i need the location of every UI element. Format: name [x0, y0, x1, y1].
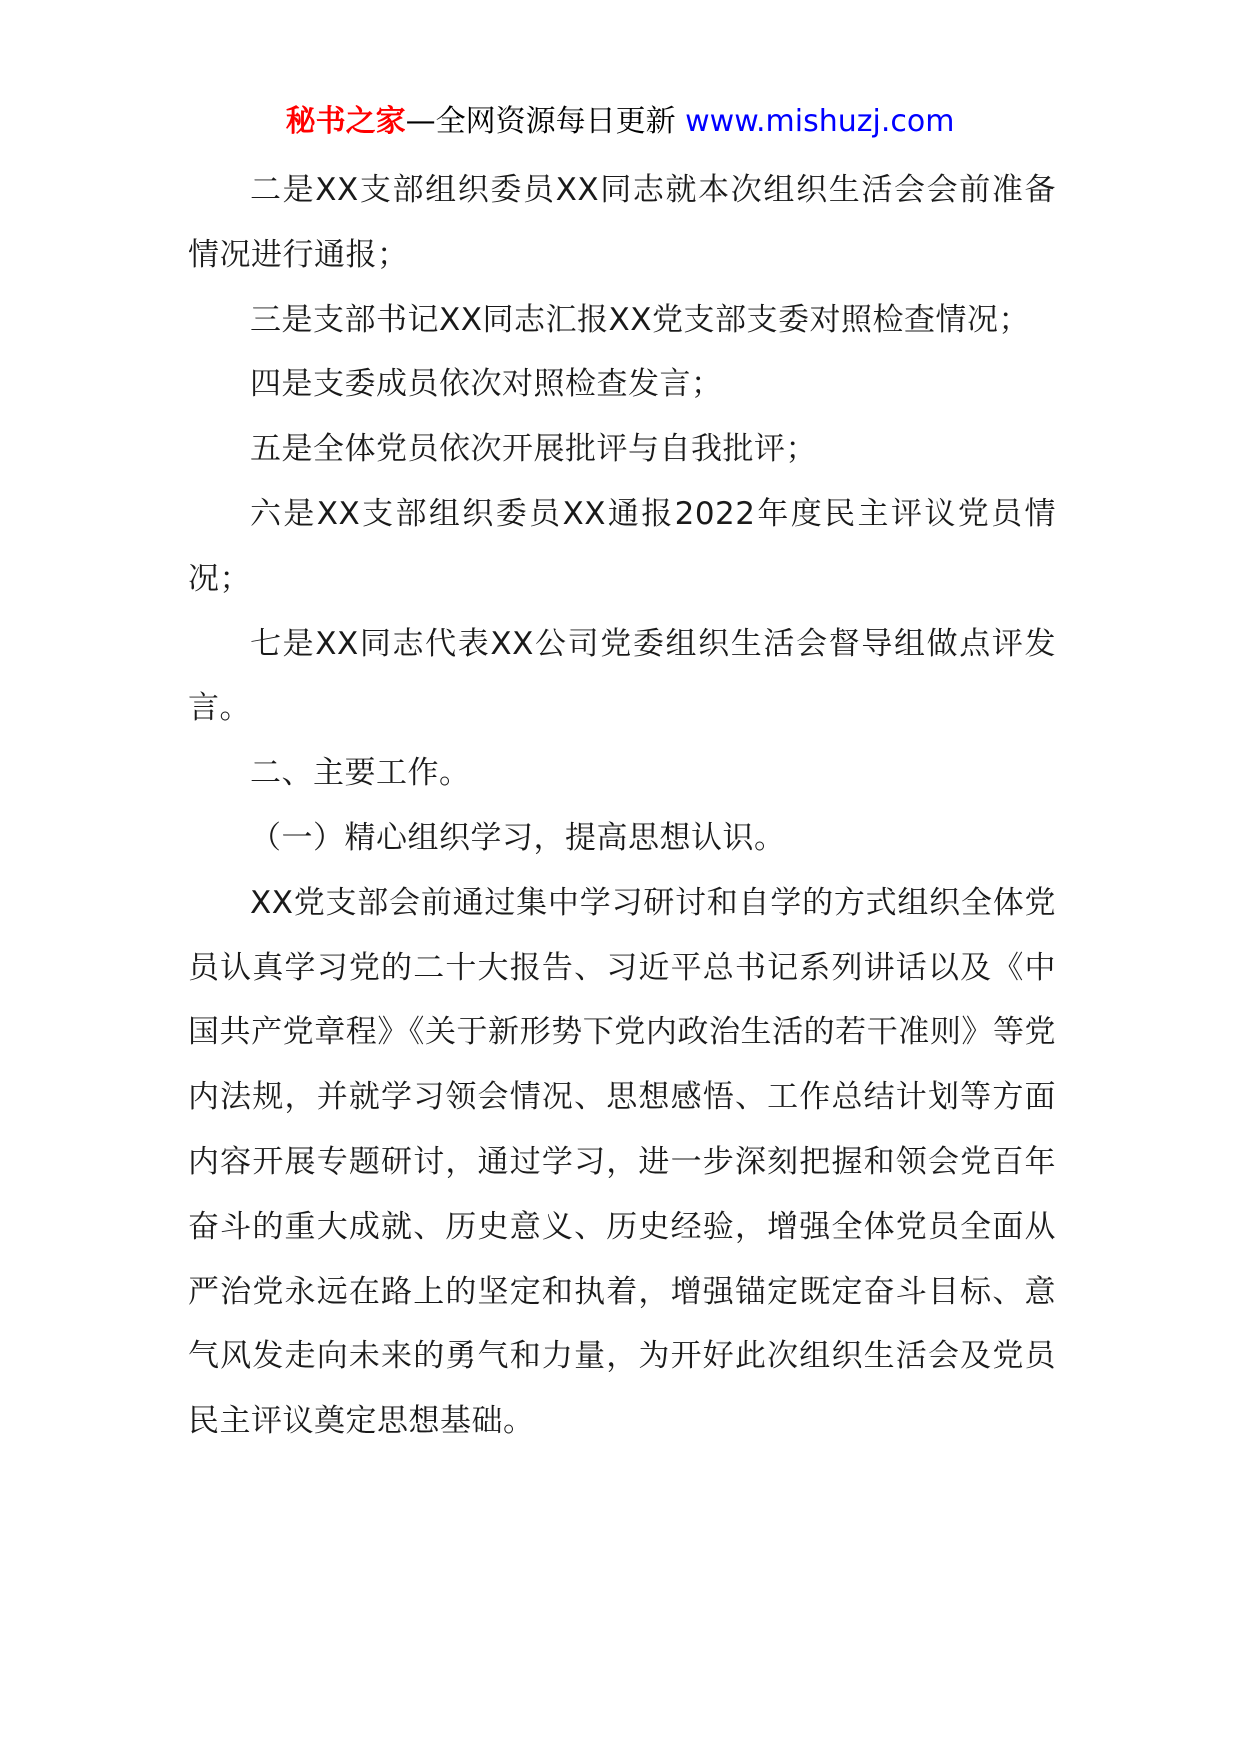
- page-header: [0, 100, 1240, 144]
- paragraph-item-5: 五是全体党员依次开展批评与自我批评；: [250, 431, 817, 468]
- paragraph-item-6: 六是XX支部组织委员XX通报2022年度民主评议党员情况；: [188, 495, 1056, 597]
- paragraph-item-7: 七是XX同志代表XX公司党委组织生活会督导组做点评发言。: [188, 625, 1056, 727]
- document-body: [188, 158, 1056, 1454]
- header-slogan: —全网资源每日更新: [405, 104, 676, 139]
- paragraph-item-3: 三是支部书记XX同志汇报XX党支部支委对照检查情况；: [250, 301, 1030, 338]
- website-link[interactable]: www.mishuzj.com: [685, 104, 955, 139]
- body-paragraph: XX党支部会前通过集中学习研讨和自学的方式组织全体党员认真学习党的二十大报告、习近平总书记系列讲话以及《中国共产党章程》《关于新形势下党内政治生活的若干准则》等党内法规，并就学习领会情况、思想感悟、工作总结计划等方面内容开展专题研讨，通过学习，进一步深刻把握和领会党百年奋斗的重大成就、历史意义、历史经验，增强全体党员全面从严治党永远在路上的坚定和执着，增强锚定既定奋斗目标、意气风发走向未来的勇气和力量，为开好此次组织生活会及党员民主评议奠定思想基础。: [188, 884, 1056, 1440]
- paragraph-item-4: 四是支委成员依次对照检查发言；: [250, 366, 723, 403]
- section-heading: 二、主要工作。: [250, 755, 471, 792]
- paragraph-item-2: 二是XX支部组织委员XX同志就本次组织生活会会前准备情况进行通报；: [188, 172, 1056, 273]
- brand-name: 秘书之家: [285, 104, 406, 139]
- subsection-heading: （一）精心组织学习，提高思想认识。: [250, 819, 786, 856]
